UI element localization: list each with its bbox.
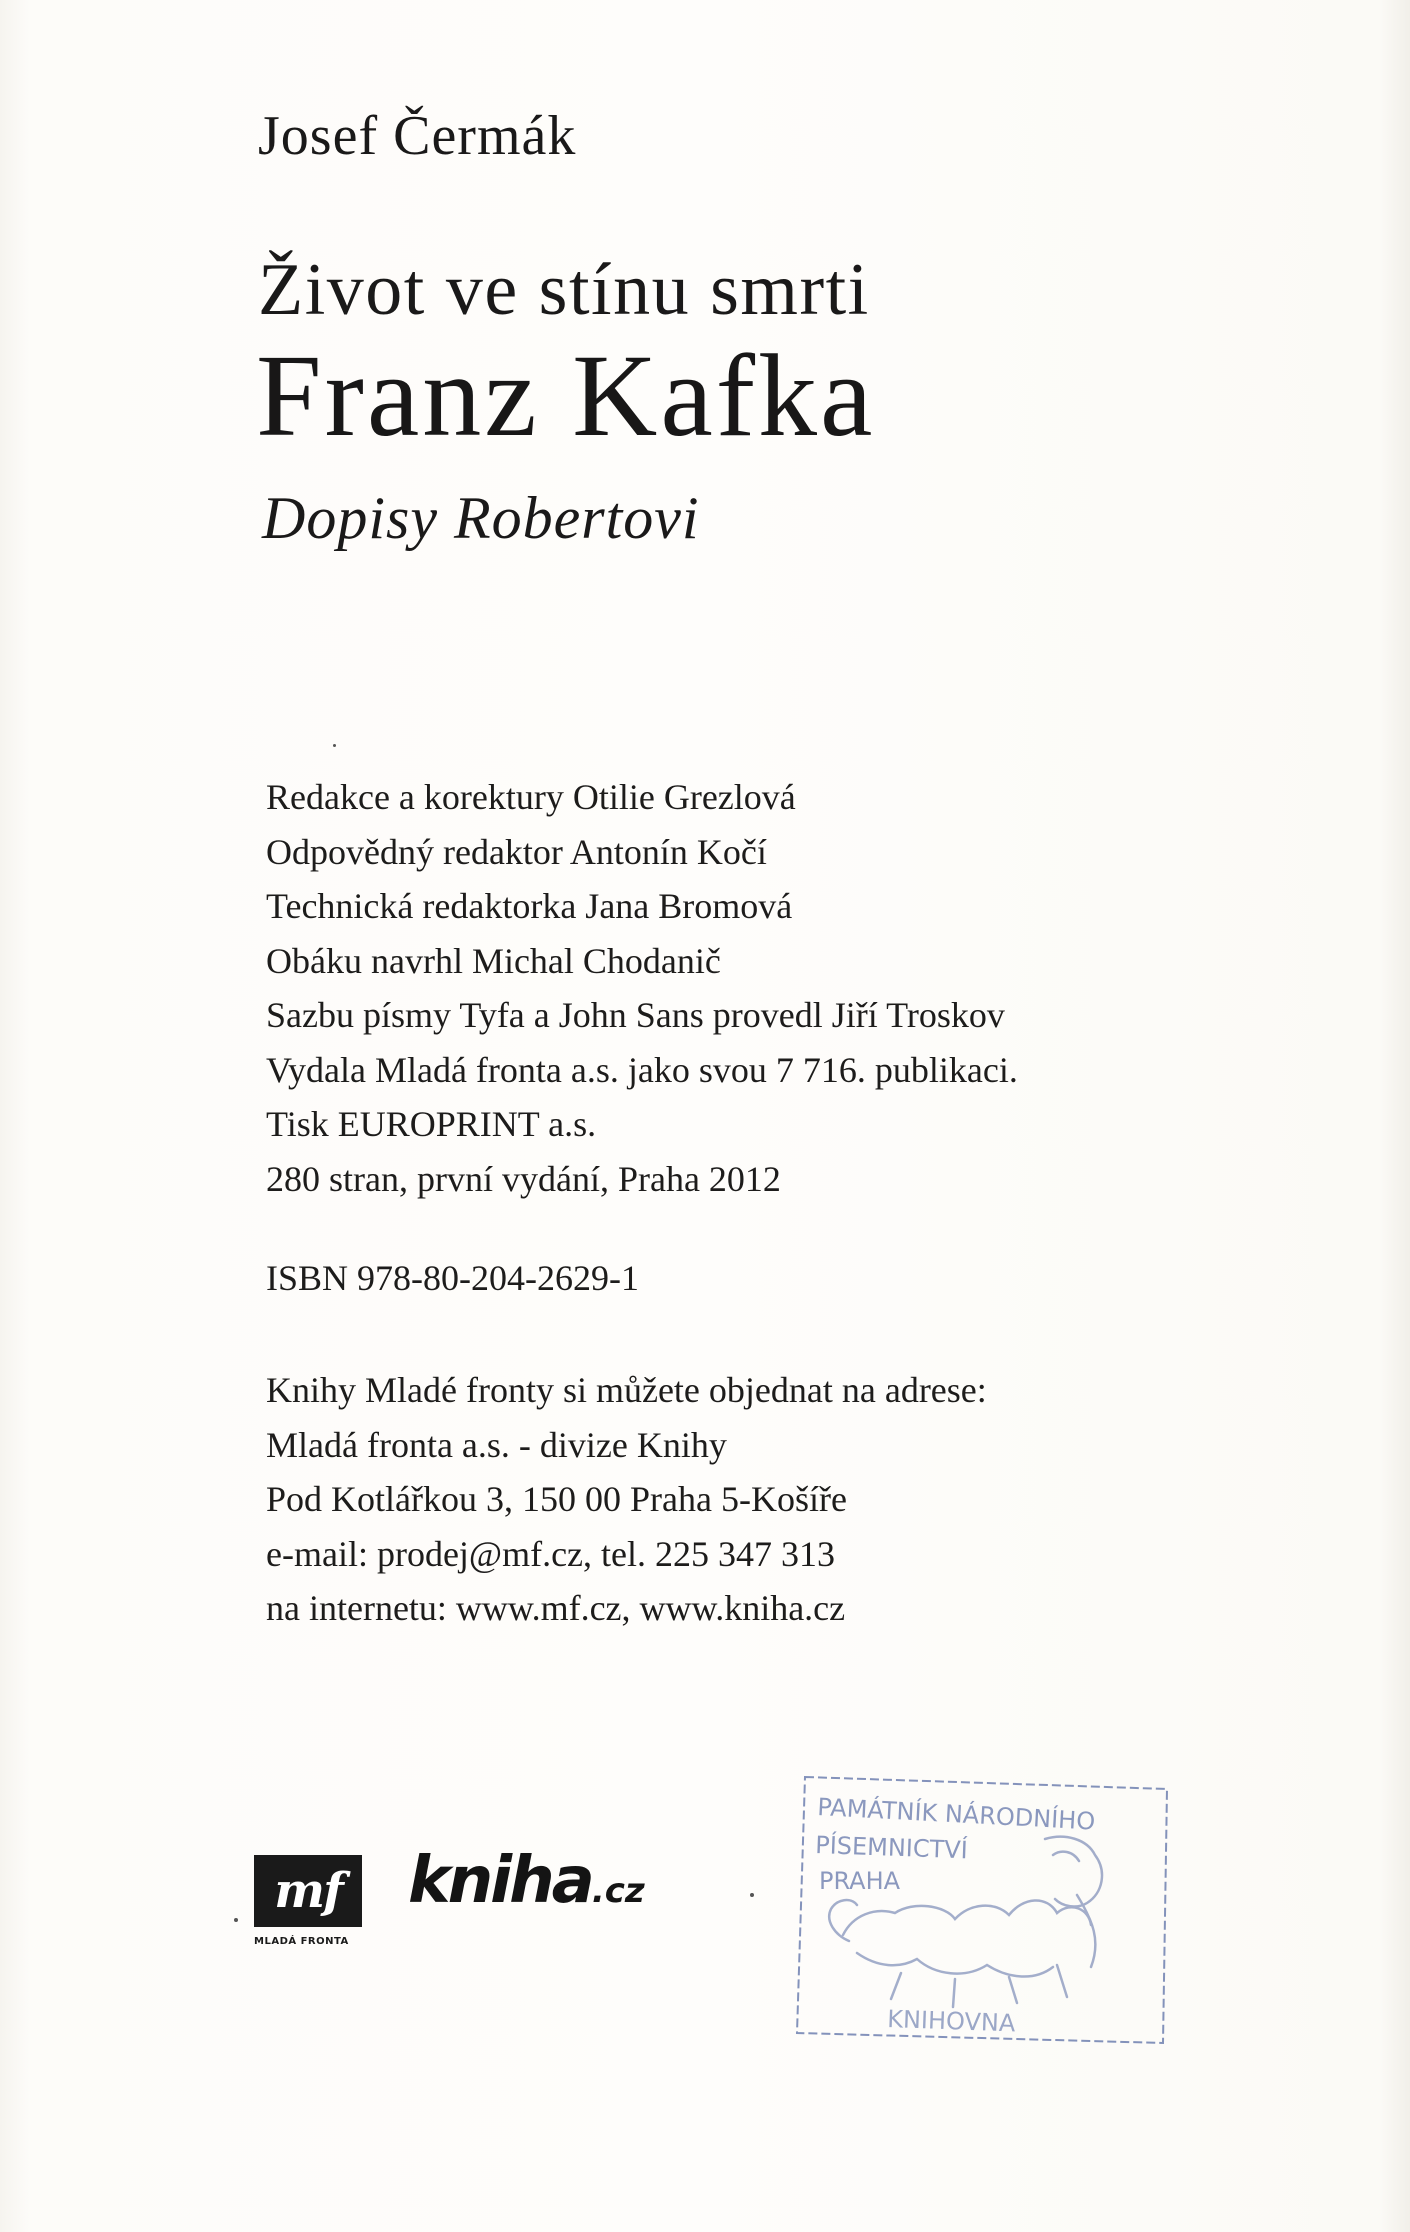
book-title: Franz Kafka	[256, 330, 876, 461]
mlada-fronta-caption: MLADÁ FRONTA	[254, 1936, 349, 1947]
order-line: Pod Kotlářkou 3, 150 00 Praha 5-Košíře	[266, 1479, 847, 1519]
library-stamp	[795, 1775, 1175, 2045]
stamp-line-3: PRAHA	[819, 1867, 901, 1895]
order-line: e-mail: prodej@mf.cz, tel. 225 347 313	[266, 1533, 836, 1574]
stamp-line-4: KNIHOVNA	[886, 2005, 1016, 2038]
colophon-list	[266, 770, 1166, 1206]
order-line: Mladá fronta a.s. - divize Knihy	[266, 1424, 727, 1465]
speck-dot	[333, 744, 336, 747]
colophon-line: Redakce a korektury Otilie Grezlová	[266, 777, 796, 817]
colophon-line: Tisk EUROPRINT a.s.	[266, 1104, 597, 1144]
stamp-line-1: PAMÁTNÍK NÁRODNÍHO	[816, 1793, 1096, 1836]
speck-dot	[234, 1918, 238, 1922]
order-line: Knihy Mladé fronty si můžete objednat na adrese:	[266, 1370, 987, 1410]
mlada-fronta-logo: mf	[254, 1855, 362, 1927]
order-line: na internetu: www.mf.cz, www.kniha.cz	[266, 1588, 846, 1628]
colophon-line: Odpovědný redaktor Antonín Kočí	[266, 831, 767, 872]
isbn-number: ISBN 978-80-204-2629-1	[266, 1258, 639, 1298]
colophon-line: Sazbu písmy Tyfa a John Sans provedl Jiří Troskov	[266, 995, 1005, 1035]
colophon-line: Technická redaktorka Jana Bromová	[266, 886, 793, 926]
colophon-line: Vydala Mladá fronta a.s. jako svou 7 716. publikaci.	[266, 1049, 1018, 1090]
book-subtitle: Život ve stínu smrti	[258, 249, 870, 331]
colophon-line: 280 stran, první vydání, Praha 2012	[266, 1158, 781, 1199]
author-name: Josef Čermák	[258, 105, 577, 167]
speck-dot	[750, 1893, 754, 1897]
order-info-list	[266, 1363, 1166, 1636]
kniha-logo-main: kniha	[408, 1844, 592, 1918]
stamp-line-2: PÍSEMNICTVÍ	[814, 1831, 969, 1865]
kniha-cz-logo	[408, 1844, 645, 1918]
colophon-line: Obáku navrhl Michal Chodanič	[266, 940, 721, 981]
book-italic-title: Dopisy Robertovi	[262, 485, 700, 551]
kniha-logo-tld: .cz	[591, 1871, 645, 1911]
